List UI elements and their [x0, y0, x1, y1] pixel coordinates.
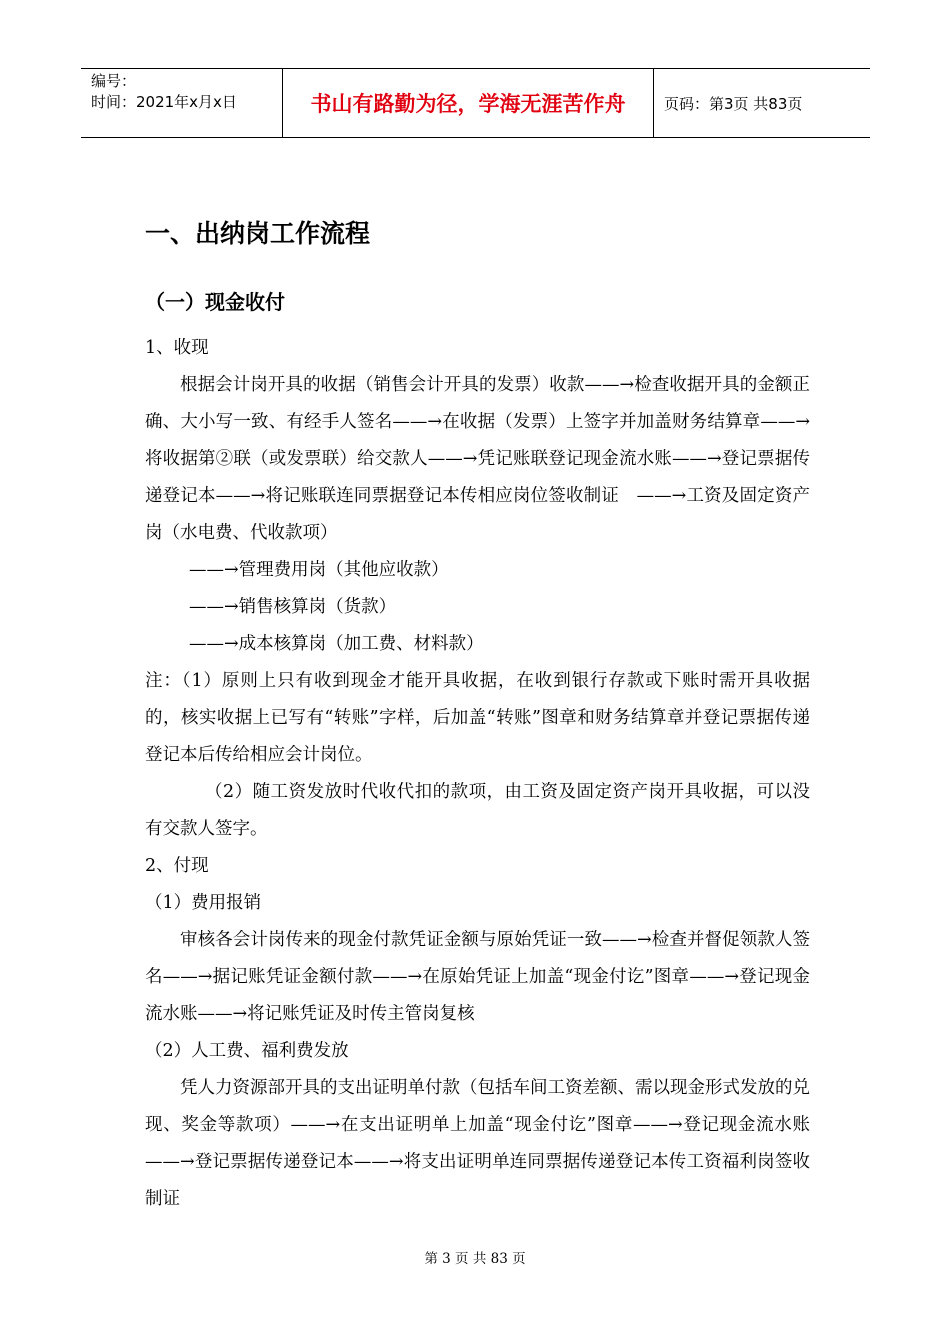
item-title: （1）费用报销: [145, 893, 262, 913]
document-date: 时间：2021年x月x日: [91, 93, 237, 111]
note-paragraph: （2）随工资发放时代收代扣的款项，由工资及固定资产岗开具收据，可以没有交款人签字。: [145, 782, 810, 839]
item-title: （2）人工费、福利费发放: [145, 1041, 349, 1061]
flow-line: ——→销售核算岗（货款）: [189, 597, 397, 617]
paragraph: 审核各会计岗传来的现金付款凭证金额与原始凭证一致——→检查并督促领款人签名——→据记账凭证金额付款——→在原始凭证上加盖“现金付讫”图章——→登记现金流水账——→将记账凭证及时传主管岗复核: [145, 930, 810, 1024]
flow-line: ——→管理费用岗（其他应收款）: [189, 560, 449, 580]
header-motto: 书山有路勤为径，学海无涯苦作舟: [282, 69, 654, 137]
page-title: 一、出纳岗工作流程: [145, 219, 371, 248]
page-footer: 第 3 页 共 83 页: [424, 1251, 526, 1267]
document-body: [145, 214, 810, 1218]
note-paragraph: 注：（1）原则上只有收到现金才能开具收据，在收到银行存款或下账时需开具收据的，核实收据上已写有“转账”字样，后加盖“转账”图章和财务结算章并登记票据传递登记本后传给相应会计岗位。: [145, 671, 810, 765]
header-page-number: 页码：第3页 共83页: [664, 94, 803, 113]
document-header: [81, 68, 870, 138]
section-heading: （一）现金收付: [145, 290, 285, 314]
flow-line: ——→成本核算岗（加工费、材料款）: [189, 634, 484, 654]
paragraph: 根据会计岗开具的收据（销售会计开具的发票）收款——→检查收据开具的金额正确、大小写一致、有经手人签名——→在收据（发票）上签字并加盖财务结算章——→将收据第②联（或发票联）给交款人——→凭记账联登记现金流水账——→登记票据传递登记本——→将记账联连同票据登记本传相应岗位签收制证 ——→工资及固定资产岗（水电费、代收款项）: [145, 375, 810, 543]
document-number-label: 编号：: [91, 72, 137, 90]
header-meta: [81, 69, 282, 137]
subsection-title: 1、收现: [145, 338, 209, 358]
subsection-title: 2、付现: [145, 856, 209, 876]
paragraph: 凭人力资源部开具的支出证明单付款（包括车间工资差额、需以现金形式发放的兑现、奖金等款项）——→在支出证明单上加盖“现金付讫”图章——→登记现金流水账——→登记票据传递登记本——→将支出证明单连同票据传递登记本传工资福利岗签收制证: [145, 1078, 810, 1209]
